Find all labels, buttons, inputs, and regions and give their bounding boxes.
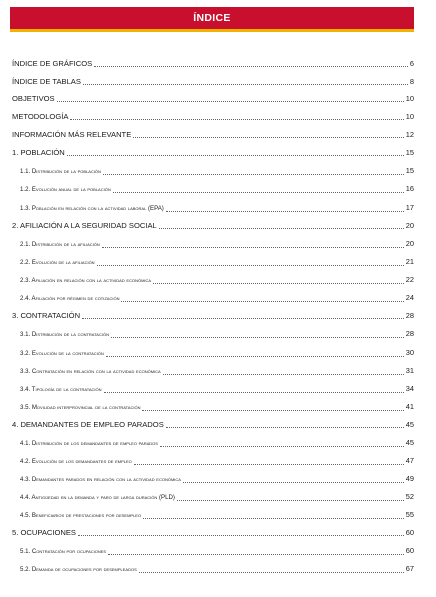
toc-entry-label: 1.3. Población en relación con la actividad laboral (EPA) [20, 205, 164, 212]
toc-entry[interactable] [12, 292, 414, 304]
toc-entry[interactable] [12, 473, 414, 485]
toc-entry-label: 4.5. Beneficiarios de prestaciones por desempleo [20, 512, 142, 519]
toc-entry-page: 30 [405, 348, 414, 357]
toc-entry-label: 1.2. Evolución anual de la población [20, 186, 111, 193]
toc-entry-page: 24 [405, 293, 414, 302]
toc-entry-page: 31 [405, 366, 414, 375]
toc-entry[interactable] [12, 563, 414, 575]
toc-leader-dots [102, 247, 404, 248]
toc-leader-dots [177, 500, 404, 501]
toc-entry[interactable] [12, 183, 414, 195]
toc-entry-page: 15 [405, 166, 414, 175]
toc-entry[interactable] [12, 419, 414, 430]
toc-entry[interactable] [12, 238, 414, 250]
toc-leader-dots [183, 482, 404, 483]
toc-entry[interactable] [12, 165, 414, 177]
toc-entry-page: 16 [405, 184, 414, 193]
toc-entry-label: 3.3. Contratación en relación con la actividad económica [20, 368, 161, 375]
toc-leader-dots [103, 174, 404, 175]
toc-leader-dots [70, 119, 403, 120]
toc-entry[interactable] [12, 509, 414, 521]
toc-entry[interactable] [12, 256, 414, 268]
toc-entry[interactable] [12, 437, 414, 449]
toc-entry-label: 2.1. Distribución de la afiliación [20, 241, 100, 248]
toc-entry[interactable] [12, 365, 414, 377]
toc-entry-page: 45 [405, 438, 414, 447]
toc-leader-dots [166, 427, 404, 428]
toc-entry[interactable] [12, 383, 414, 395]
toc-entry-label: INFORMACIÓN MÁS RELEVANTE [12, 130, 132, 139]
toc-entry-label: 4. DEMANDANTES DE EMPLEO PARADOS [12, 420, 164, 429]
toc-entry[interactable] [12, 491, 414, 503]
toc-entry-page: 60 [405, 528, 414, 537]
toc-entry-page: 10 [405, 112, 414, 121]
toc-entry-label: 4.1. Distribución de los demandantes de empleo parados [20, 440, 158, 447]
toc-entry[interactable] [12, 58, 414, 69]
toc-leader-dots [94, 66, 408, 67]
toc-entry-page: 12 [405, 130, 414, 139]
toc-leader-dots [139, 572, 404, 573]
toc-leader-dots [134, 464, 404, 465]
toc-leader-dots [153, 283, 404, 284]
toc-entry-label: 4.3. Demandantes parados en relación con la actividad económica [20, 476, 181, 483]
toc-entry[interactable] [12, 310, 414, 321]
toc-entry-page: 34 [405, 384, 414, 393]
toc-leader-dots [133, 137, 404, 138]
toc-entry-page: 21 [405, 257, 414, 266]
toc-entry-page: 55 [405, 510, 414, 519]
toc-entry[interactable] [12, 347, 414, 359]
toc-entry-label: ÍNDICE DE TABLAS [12, 77, 81, 86]
toc-leader-dots [111, 337, 404, 338]
toc-entry-page: 10 [405, 94, 414, 103]
toc-entry-page: 60 [405, 546, 414, 555]
toc-entry-page: 28 [405, 311, 414, 320]
toc-leader-dots [67, 155, 404, 156]
toc-entry[interactable] [12, 147, 414, 158]
toc-entry-label: 2.2. Evolución de la afiliación [20, 259, 95, 266]
toc-entry-label: 4.2. Evolución de los demandantes de empleo [20, 458, 132, 465]
index-header-bar [10, 7, 414, 32]
toc-entry-label: 1.1. Distribución de la población [20, 168, 101, 175]
toc-entry-page: 49 [405, 474, 414, 483]
toc-leader-dots [78, 535, 404, 536]
toc-entry[interactable] [12, 129, 414, 140]
toc-entry-label: 3.5. Movilidad interprovincial de la contratación [20, 404, 141, 411]
toc-entry-label: 1. POBLACIÓN [12, 148, 65, 157]
toc-entry-label: METODOLOGÍA [12, 112, 69, 121]
toc-entry-label: ÍNDICE DE GRÁFICOS [12, 59, 93, 68]
toc-entry-label: OBJETIVOS [12, 94, 55, 103]
toc-leader-dots [83, 84, 408, 85]
toc-entry-page: 6 [409, 59, 414, 68]
toc-entry-page: 67 [405, 564, 414, 573]
toc-entry-page: 41 [405, 402, 414, 411]
toc-leader-dots [82, 318, 404, 319]
toc-entry-page: 28 [405, 329, 414, 338]
toc-entry[interactable] [12, 111, 414, 122]
toc-entry[interactable] [12, 274, 414, 286]
toc-leader-dots [106, 356, 404, 357]
toc-leader-dots [121, 301, 403, 302]
toc-leader-dots [143, 518, 404, 519]
toc-entry-page: 45 [405, 420, 414, 429]
toc-entry[interactable] [12, 401, 414, 413]
toc-entry-label: 5.2. Demanda de ocupaciones por desempleados [20, 566, 137, 573]
toc-entry[interactable] [12, 76, 414, 87]
toc-leader-dots [163, 374, 404, 375]
toc-entry[interactable] [12, 202, 414, 214]
toc-entry-label: 5. OCUPACIONES [12, 528, 76, 537]
toc-entry[interactable] [12, 93, 414, 104]
toc-leader-dots [159, 228, 404, 229]
toc-entry[interactable] [12, 220, 414, 231]
index-title: ÍNDICE [193, 12, 231, 24]
toc-entry[interactable] [12, 545, 414, 557]
toc-leader-dots [104, 392, 404, 393]
toc-leader-dots [142, 410, 403, 411]
toc-entry-page: 20 [405, 239, 414, 248]
toc-entry-label: 2.3. Afiliación en relación con la actividad económica [20, 277, 152, 284]
toc-leader-dots [113, 192, 404, 193]
toc-entry[interactable] [12, 455, 414, 467]
toc-leader-dots [97, 265, 404, 266]
toc-entry-label: 2. AFILIACIÓN A LA SEGURIDAD SOCIAL [12, 221, 157, 230]
toc-leader-dots [160, 446, 404, 447]
toc-leader-dots [166, 211, 404, 212]
toc-entry-page: 22 [405, 275, 414, 284]
toc-entry-label: 4.4. Antigüedad en la demanda y paro de larga duración (PLD) [20, 494, 175, 501]
toc-entry[interactable] [12, 527, 414, 538]
toc-entry-page: 20 [405, 221, 414, 230]
toc-entry-label: 3.4. Tipología de la contratación [20, 386, 102, 393]
toc-entry-page: 15 [405, 148, 414, 157]
toc-leader-dots [108, 554, 404, 555]
toc-entry[interactable] [12, 328, 414, 340]
toc-entry-page: 52 [405, 492, 414, 501]
toc-entry-label: 3.2. Evolución de la contratación [20, 350, 104, 357]
toc-leader-dots [57, 101, 404, 102]
toc-entry-page: 8 [409, 77, 414, 86]
toc-entry-label: 3.1. Distribución de la contratación [20, 331, 109, 338]
toc-entry-label: 2.4. Afiliación por régimen de cotización [20, 295, 120, 302]
toc-entry-page: 17 [405, 203, 414, 212]
toc-entry-page: 47 [405, 456, 414, 465]
toc-entry-label: 5.1. Contratación por ocupaciones [20, 548, 107, 555]
toc-entry-label: 3. CONTRATACIÓN [12, 311, 81, 320]
